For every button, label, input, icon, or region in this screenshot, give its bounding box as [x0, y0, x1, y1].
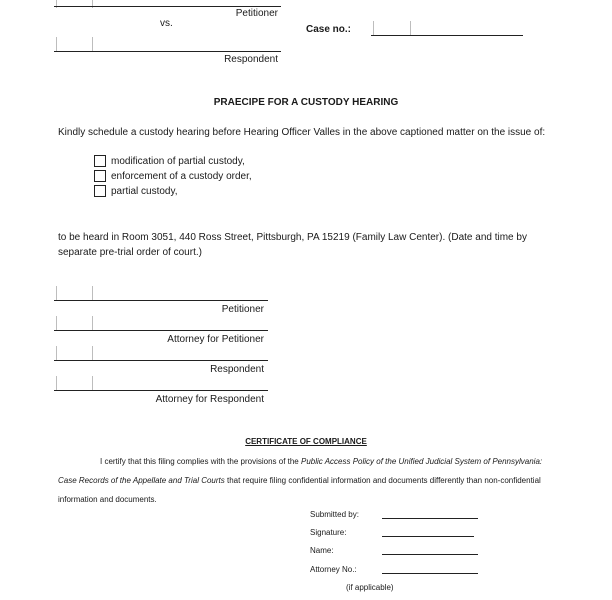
signature-cell-marker [56, 286, 57, 300]
case-number-marker [373, 21, 374, 35]
caption-cell-marker [92, 37, 93, 51]
request-paragraph: Kindly schedule a custody hearing before Hearing Officer Valles in the above captioned matter on the issue of: [58, 127, 546, 138]
signature-cell-marker [92, 376, 93, 390]
vs-label: vs. [160, 18, 173, 29]
attorney-number-label: Attorney No.: [310, 565, 357, 574]
certificate-text-part1: I certify that this filing complies with the provisions of the [100, 457, 301, 466]
location-paragraph: to be heard in Room 3051, 440 Ross Street, Pittsburgh, PA 15219 (Family Law Center). (Date and time by separate pre-trial order of court.) [58, 232, 527, 258]
name-field-label: Name: [310, 546, 334, 555]
certificate-heading: CERTIFICATE OF COMPLIANCE [245, 437, 367, 446]
signature-line [54, 330, 268, 331]
petitioner-name-line [54, 6, 281, 7]
certificate-text-policy: Public Access Policy of the Unified Judicial System of Pennsylvania: Case Records of the Appellate and Trial Courts [58, 457, 543, 485]
option-label: partial custody, [111, 186, 178, 197]
name-field-line [382, 554, 478, 555]
signature-cell-marker [92, 346, 93, 360]
caption-cell-marker [56, 37, 57, 51]
respondent-name-line [54, 51, 281, 52]
if-applicable-note: (if applicable) [346, 583, 394, 592]
signature-label-attorney-respondent: Attorney for Respondent [155, 394, 264, 405]
attorney-number-line [382, 573, 478, 574]
option-checkbox[interactable] [94, 170, 106, 182]
signature-line [54, 360, 268, 361]
signature-field-line [382, 536, 474, 537]
signature-cell-marker [56, 376, 57, 390]
document-title: PRAECIPE FOR A CUSTODY HEARING [213, 97, 399, 108]
signature-line [54, 300, 268, 301]
signature-line [54, 390, 268, 391]
submitted-by-line [382, 518, 478, 519]
option-label: enforcement of a custody order, [111, 171, 252, 182]
signature-label-petitioner: Petitioner [221, 304, 264, 315]
option-checkbox[interactable] [94, 155, 106, 167]
signature-cell-marker [92, 286, 93, 300]
signature-label-attorney-petitioner: Attorney for Petitioner [167, 334, 264, 345]
case-number-line [371, 35, 523, 36]
option-label: modification of partial custody, [111, 156, 245, 167]
signature-cell-marker [56, 316, 57, 330]
certificate-text-part2: that require filing confidential information and documents differently than non-confidential information and documents. [58, 476, 541, 504]
signature-cell-marker [56, 346, 57, 360]
signature-cell-marker [92, 316, 93, 330]
petitioner-label: Petitioner [235, 8, 278, 19]
respondent-label: Respondent [224, 54, 278, 65]
case-number-label: Case no.: [306, 24, 352, 35]
signature-field-label: Signature: [310, 528, 347, 537]
signature-label-respondent: Respondent [210, 364, 264, 375]
case-number-marker [410, 21, 411, 35]
submitted-by-label: Submitted by: [310, 510, 359, 519]
option-checkbox[interactable] [94, 185, 106, 197]
certificate-paragraph [58, 452, 548, 509]
